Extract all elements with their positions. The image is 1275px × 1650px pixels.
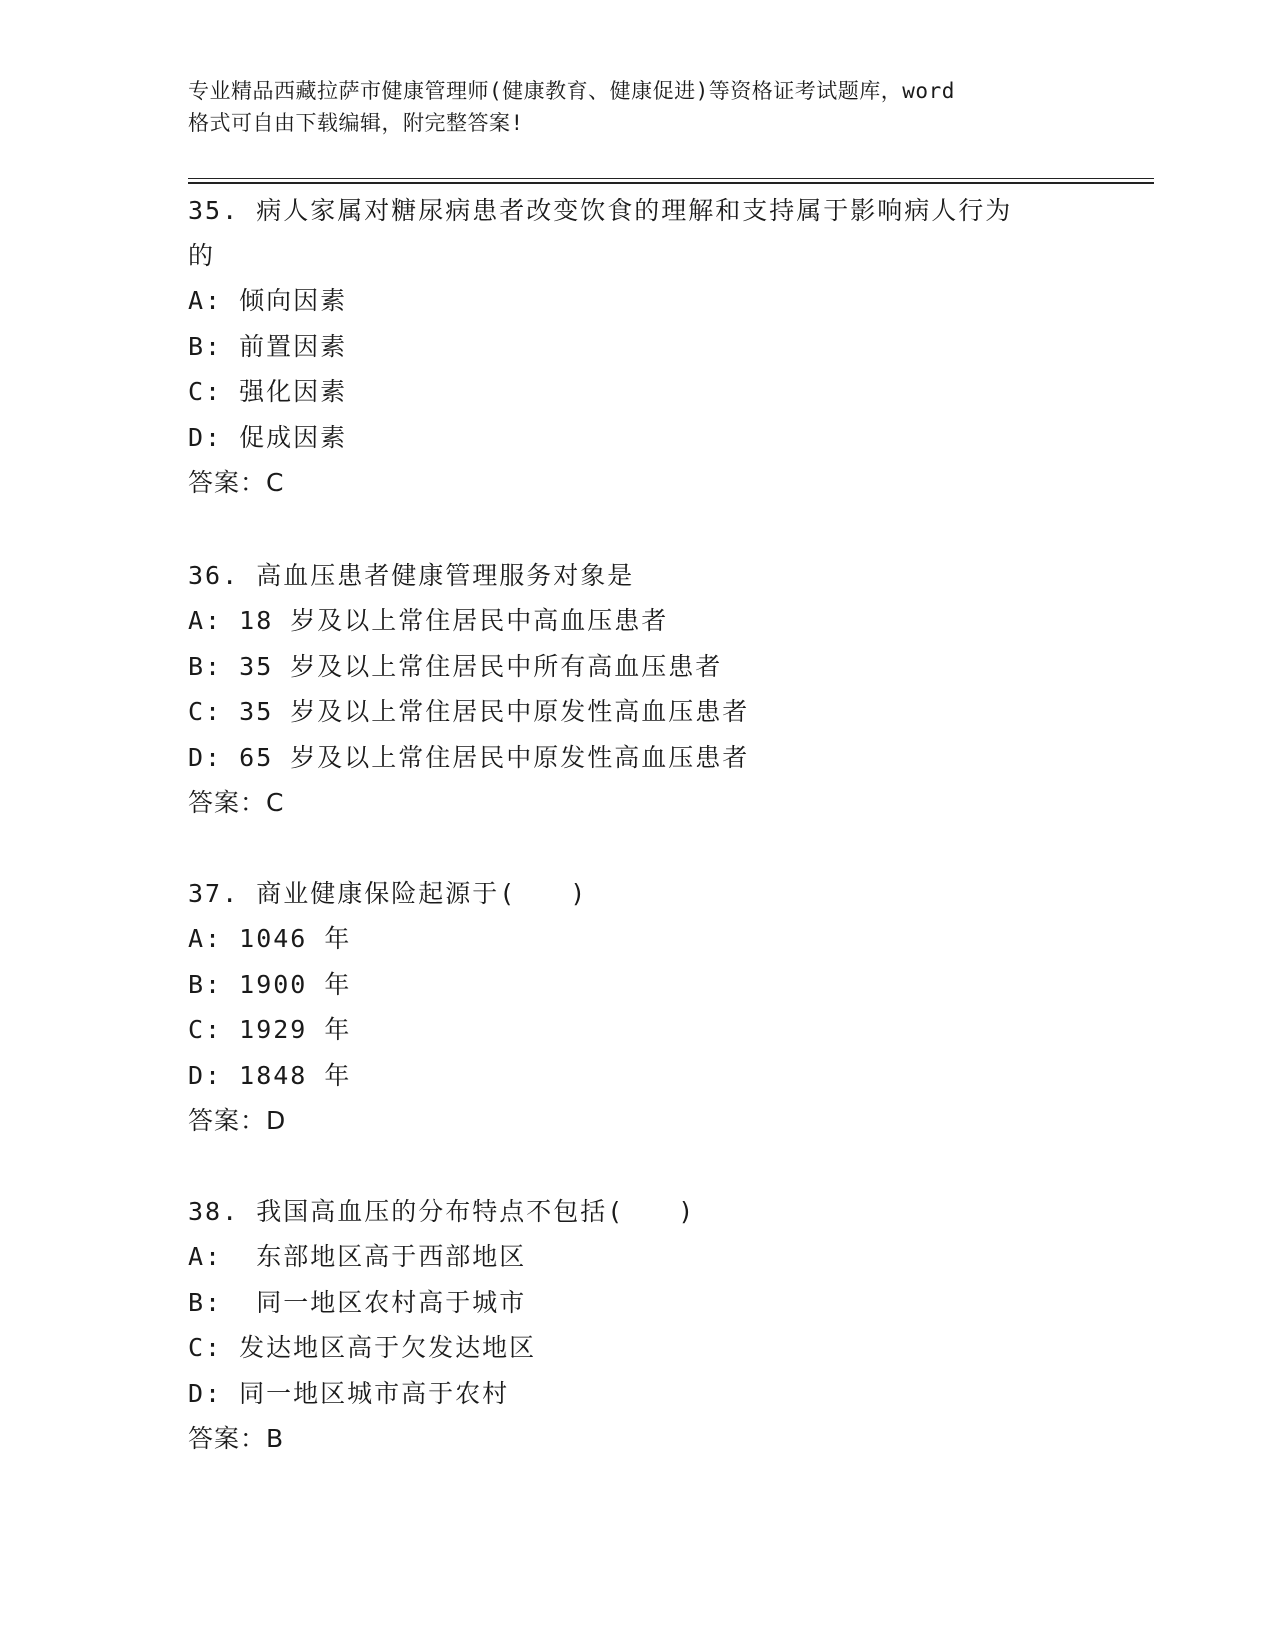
option-c: C: 1929 年 bbox=[188, 1015, 352, 1044]
answer: 答案：C bbox=[188, 468, 285, 497]
header-line-2: 格式可自由下载编辑，附完整答案! bbox=[188, 111, 524, 135]
question-stem: 36. 高血压患者健康管理服务对象是 bbox=[188, 561, 635, 590]
option-a: A: 1046 年 bbox=[188, 924, 352, 953]
header-line-1: 专业精品西藏拉萨市健康管理师(健康教育、健康促进)等资格证考试题库，word bbox=[188, 79, 955, 103]
option-c: C: 35 岁及以上常住居民中原发性高血压患者 bbox=[188, 697, 750, 726]
question-stem-continued: 的 bbox=[188, 241, 216, 270]
answer: 答案：D bbox=[188, 1106, 287, 1135]
header-divider-bottom bbox=[188, 182, 1154, 184]
question-stem: 37. 商业健康保险起源于( ) bbox=[188, 879, 588, 908]
question-35 bbox=[188, 188, 1068, 506]
question-36 bbox=[188, 553, 1068, 826]
option-a: A: 18 岁及以上常住居民中高血压患者 bbox=[188, 606, 669, 635]
question-stem: 35. 病人家属对糖尿病患者改变饮食的理解和支持属于影响病人行为 bbox=[188, 196, 1013, 225]
option-d: D: 同一地区城市高于农村 bbox=[188, 1378, 510, 1408]
option-b: B: 前置因素 bbox=[188, 331, 348, 361]
option-a: A: 东部地区高于西部地区 bbox=[188, 1242, 527, 1271]
option-c: C: 发达地区高于欠发达地区 bbox=[188, 1333, 537, 1362]
header-divider-top bbox=[188, 178, 1154, 179]
option-c: C: 强化因素 bbox=[188, 377, 348, 406]
option-b: B: 35 岁及以上常住居民中所有高血压患者 bbox=[188, 651, 723, 681]
answer: 答案：B bbox=[188, 1424, 285, 1453]
option-a: A: 倾向因素 bbox=[188, 286, 348, 315]
answer: 答案：C bbox=[188, 788, 285, 817]
option-b: B: 1900 年 bbox=[188, 969, 352, 999]
question-37 bbox=[188, 871, 1068, 1144]
document-header bbox=[188, 75, 1068, 139]
option-d: D: 1848 年 bbox=[188, 1060, 352, 1090]
question-stem: 38. 我国高血压的分布特点不包括( ) bbox=[188, 1197, 696, 1226]
option-b: B: 同一地区农村高于城市 bbox=[188, 1287, 527, 1317]
option-d: D: 促成因素 bbox=[188, 422, 348, 452]
question-38 bbox=[188, 1189, 1068, 1462]
option-d: D: 65 岁及以上常住居民中原发性高血压患者 bbox=[188, 742, 750, 772]
